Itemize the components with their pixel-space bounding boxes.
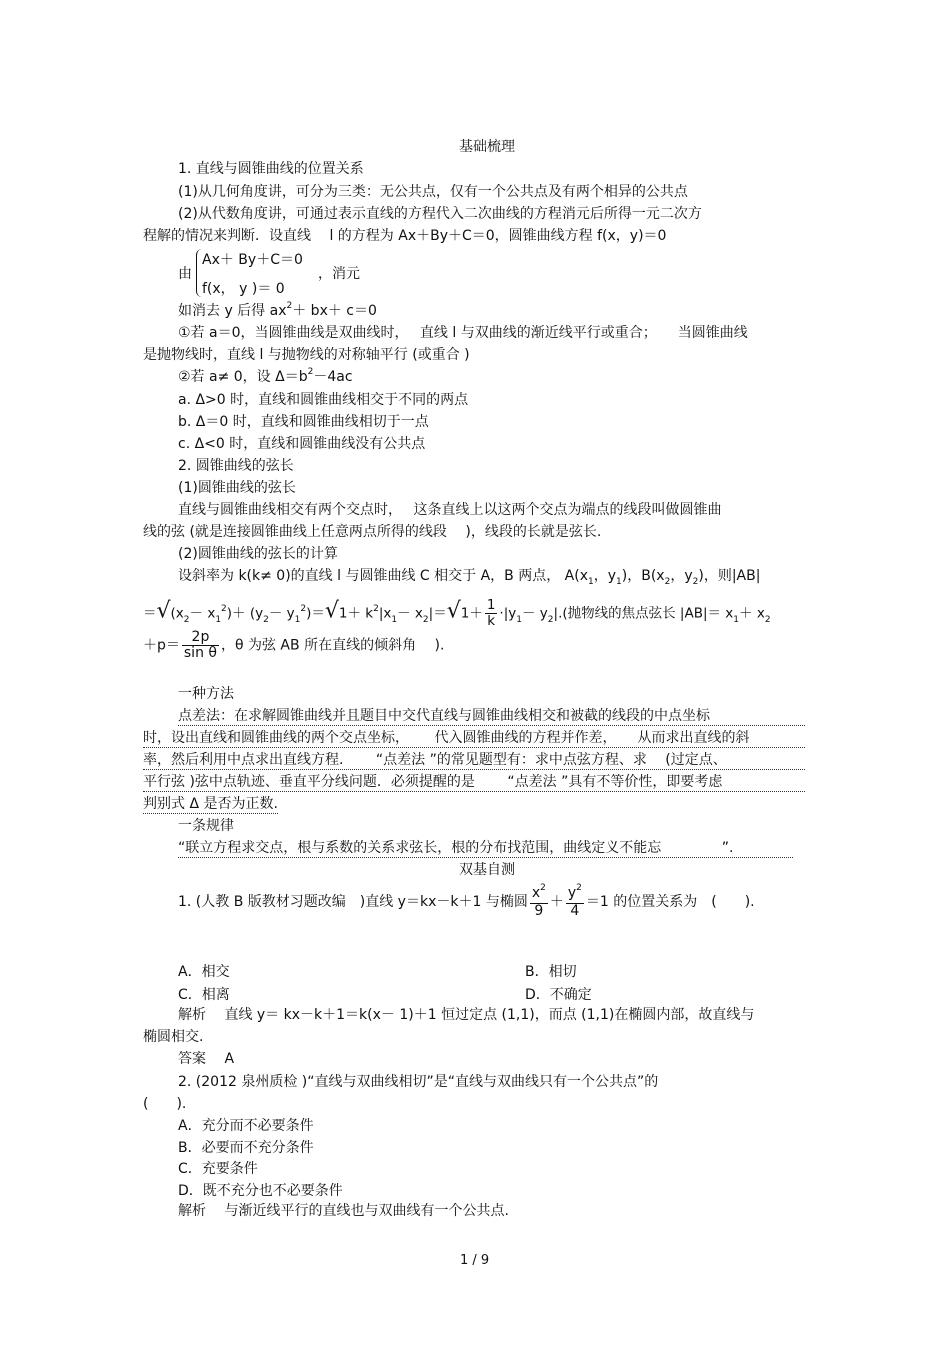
solution: 椭圆相交. [143, 1029, 204, 1045]
section-heading: 1. 直线与圆锥曲线的位置关系 [178, 161, 364, 177]
equation-text: ，消元 [318, 266, 360, 282]
solution: 解析 与渐近线平行的直线也与双曲线有一个公共点. [178, 1203, 509, 1219]
paragraph: 率，然后利用中点求出直线方程. “点差法 ”的常见题型有：求中点弦方程、求 (过定点、 [143, 751, 805, 770]
paragraph: 是抛物线时，直线 l 与抛物线的对称轴平行 (或重合 ) [143, 347, 470, 363]
paragraph: 点差法：在求解圆锥曲线并且题目中交代直线与圆锥曲线相交和被截的线段的中点坐标 [178, 707, 805, 726]
paragraph: “联立方程求交点，根与系数的关系求弦长，根的分布找范围，曲线定义不能忘 ”. [178, 839, 793, 858]
question: 1. (人教 B 版教材习题改编 )直线 y＝kx－k＋1 与椭圆 $\frac{x^2}{9}$ ＋ $\frac{y^2}{4}$ ＝1 的位置关系为 ( ). [178, 882, 755, 919]
section-heading: 一条规律 [178, 818, 234, 834]
page-number: 1 / 9 [460, 1253, 490, 1268]
list-item: c. Δ<0 时，直线和圆锥曲线没有公共点 [178, 436, 426, 452]
paragraph: 平行弦 )弦中点轨迹、垂直平分线问题．必须提醒的是 “点差法 ”具有不等价性，即要考虑 [143, 773, 805, 792]
equation: Ax＋ By＋C＝0 [202, 252, 303, 268]
paragraph: ②若 a≠ 0，设 $\Delta=b^2-4ac$ [178, 367, 353, 385]
option: A．充分而不必要条件 [178, 1118, 314, 1134]
list-item: b. Δ＝0 时，直线和圆锥曲线相切于一点 [178, 414, 429, 430]
option: C．相离 [178, 987, 230, 1003]
option: B．必要而不充分条件 [178, 1140, 314, 1156]
answer: 答案 A [178, 1051, 235, 1067]
question: 2. (2012 泉州质检 )“直线与双曲线相切”是“直线与双曲线只有一个公共点”的 [178, 1074, 659, 1090]
paragraph: (1)圆锥曲线的弦长 [178, 480, 296, 496]
section-heading: 一种方法 [178, 686, 234, 702]
option: A．相交 [178, 964, 230, 980]
page-title: 基础梳理 [459, 139, 515, 155]
paragraph: 设斜率为 k(k≠ 0)的直线 l 与圆锥曲线 C 相交于 A，B 两点， $A(x_1$，$y_1$)，$B(x_2$，$y_2$)，则|AB| [178, 568, 761, 587]
option: C．充要条件 [178, 1161, 258, 1177]
formula: $=√(x_2- x_1^2)+ (y_2- y_1^2)=√1+ k^2|x_1- x_2|=√1+$ $\frac{1}{k}$ $\cdot|y_1- y_2|$.(抛物线的焦点弦长 $|AB|= x_1+ x_2$ [143, 597, 771, 629]
list-item: a. Δ>0 时，直线和圆锥曲线相交于不同的两点 [178, 392, 469, 408]
paragraph: 时，设出直线和圆锥曲线的两个交点坐标， 代入圆锥曲线的方程并作差， 从而求出直线的斜 [143, 729, 805, 748]
section-title: 双基自测 [459, 862, 515, 878]
paragraph: 判别式 Δ 是否为正数. [143, 796, 278, 812]
question: ( ). [143, 1096, 187, 1112]
paragraph: 线的弦 (就是连接圆锥曲线上任意两点所得的线段 )，线段的长就是弦长. [143, 524, 602, 540]
paragraph: (2)圆锥曲线的弦长的计算 [178, 546, 338, 562]
option: D．既不充分也不必要条件 [178, 1183, 343, 1199]
paragraph: 直线与圆锥曲线相交有两个交点时， 这条直线上以这两个交点为端点的线段叫做圆锥曲 [178, 502, 722, 518]
paragraph: ①若 a＝0，当圆锥曲线是双曲线时， 直线 l 与双曲线的渐近线平行或重合； 当圆锥曲线 [178, 325, 748, 341]
solution: 解析 直线 y＝ kx－k＋1＝k(x－ 1)＋1 恒过定点 (1,1)，而点 (1,1)在椭圆内部，故直线与 [178, 1007, 755, 1023]
paragraph: 如消去 y 后得 $ax^2+ bx+ c=0$ [178, 301, 377, 319]
formula: ＋p＝ $\frac{2p}{\text{sin θ}}$ ，θ 为弦 AB 所在直线的倾斜角 ). [143, 629, 445, 661]
paragraph: 程解的情况来判断．设直线 l 的方程为 Ax＋By＋C＝0，圆锥曲线方程 f(x，y)＝0 [143, 228, 667, 244]
paragraph: (2)从代数角度讲，可通过表示直线的方程代入二次曲线的方程消元后所得一元二次方 [178, 206, 702, 222]
option: D．不确定 [525, 987, 592, 1003]
equation: f(x， y )＝ 0 [202, 281, 285, 297]
option: B．相切 [525, 964, 577, 980]
equation-label: 由 [178, 266, 192, 282]
paragraph: (1)从几何角度讲，可分为三类：无公共点，仅有一个公共点及有两个相异的公共点 [178, 184, 688, 200]
section-heading: 2. 圆锥曲线的弦长 [178, 458, 294, 474]
